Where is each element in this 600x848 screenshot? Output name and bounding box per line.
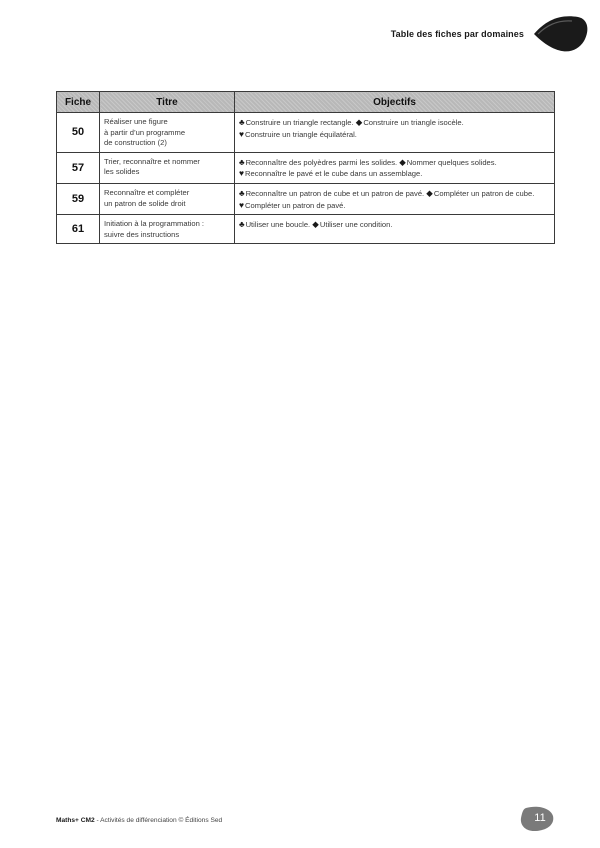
fiche-title-line: Trier, reconnaître et nommer (104, 156, 200, 166)
table-row (57, 183, 555, 214)
fiche-objectives (235, 215, 555, 244)
heart-icon: ♥ (239, 168, 245, 179)
table-header-row (57, 92, 555, 113)
objective-text: Reconnaître un patron de cube et un patron de pavé. (245, 188, 425, 198)
table-row (57, 113, 555, 153)
column-header-fiche: Fiche (57, 92, 100, 113)
objective-text: Construire un triangle isocèle. (363, 118, 464, 127)
club-icon: ♣ (239, 117, 245, 127)
objective-line (239, 117, 550, 129)
fiche-title-line: Initiation à la programmation : (104, 219, 205, 229)
fiche-title (100, 215, 235, 244)
objective-line (239, 188, 550, 211)
objective-text: Reconnaître le pavé et le cube dans un assemblage. (245, 169, 423, 179)
club-icon: ♣ (239, 219, 245, 230)
page-header-title: Table des fiches par domaines (390, 29, 524, 39)
diamond-icon: ◆ (426, 187, 433, 198)
fiche-objectives (235, 183, 555, 214)
drop-shape-icon (532, 8, 590, 58)
fiche-title-line: Reconnaître et compléter (104, 187, 190, 197)
table-row (57, 215, 555, 244)
fiche-title (100, 152, 235, 183)
objective-line (239, 129, 550, 141)
fiche-title-line: Réaliser une figure (104, 117, 168, 126)
fiche-title-line: les solides (104, 167, 140, 177)
club-icon: ♣ (239, 187, 245, 198)
fiche-objectives (235, 113, 555, 153)
fiche-number: 50 (57, 113, 100, 153)
objective-text: Reconnaître des polyèdres parmi les solides. (245, 157, 398, 167)
fiche-number: 61 (57, 215, 100, 244)
objective-text: Utiliser une boucle. (245, 220, 311, 230)
objective-text: Construire un triangle équilatéral. (245, 129, 357, 139)
objective-text: Nommer quelques solides. (406, 157, 497, 167)
fiches-table (56, 91, 555, 244)
heart-icon: ♥ (239, 199, 245, 210)
table-body (57, 113, 555, 244)
diamond-icon: ◆ (399, 156, 406, 167)
footer-text: - Activités de différenciation © Éditions Sed (94, 817, 223, 824)
objective-line (239, 219, 550, 231)
page-number: 11 (534, 812, 546, 824)
fiche-number: 59 (57, 183, 100, 214)
table-row (57, 152, 555, 183)
fiche-title-line: de construction (2) (104, 138, 167, 148)
objective-line (239, 168, 550, 180)
objective-text: Utiliser une condition. (319, 220, 393, 230)
objective-text: Construire un triangle rectangle. (245, 118, 354, 127)
diamond-icon: ◆ (355, 117, 363, 127)
fiche-title (100, 113, 235, 153)
objective-line (239, 157, 550, 169)
fiche-title (100, 183, 235, 214)
column-header-titre: Titre (100, 92, 235, 113)
fiche-objectives (235, 152, 555, 183)
objective-text: Compléter un patron de pavé. (245, 200, 346, 210)
footer-credit (56, 817, 222, 824)
fiche-title-line: suivre des instructions (104, 229, 180, 239)
fiche-title-line: à partir d’un programme (104, 127, 186, 137)
column-header-objectifs: Objectifs (235, 92, 555, 113)
objective-text: Compléter un patron de cube. (433, 188, 535, 198)
footer-brand: Maths+ CM2 (56, 817, 95, 824)
club-icon: ♣ (239, 156, 245, 167)
heart-icon: ♥ (239, 128, 245, 139)
fiche-number: 57 (57, 152, 100, 183)
diamond-icon: ◆ (312, 219, 319, 230)
fiche-title-line: un patron de solide droit (104, 198, 186, 208)
